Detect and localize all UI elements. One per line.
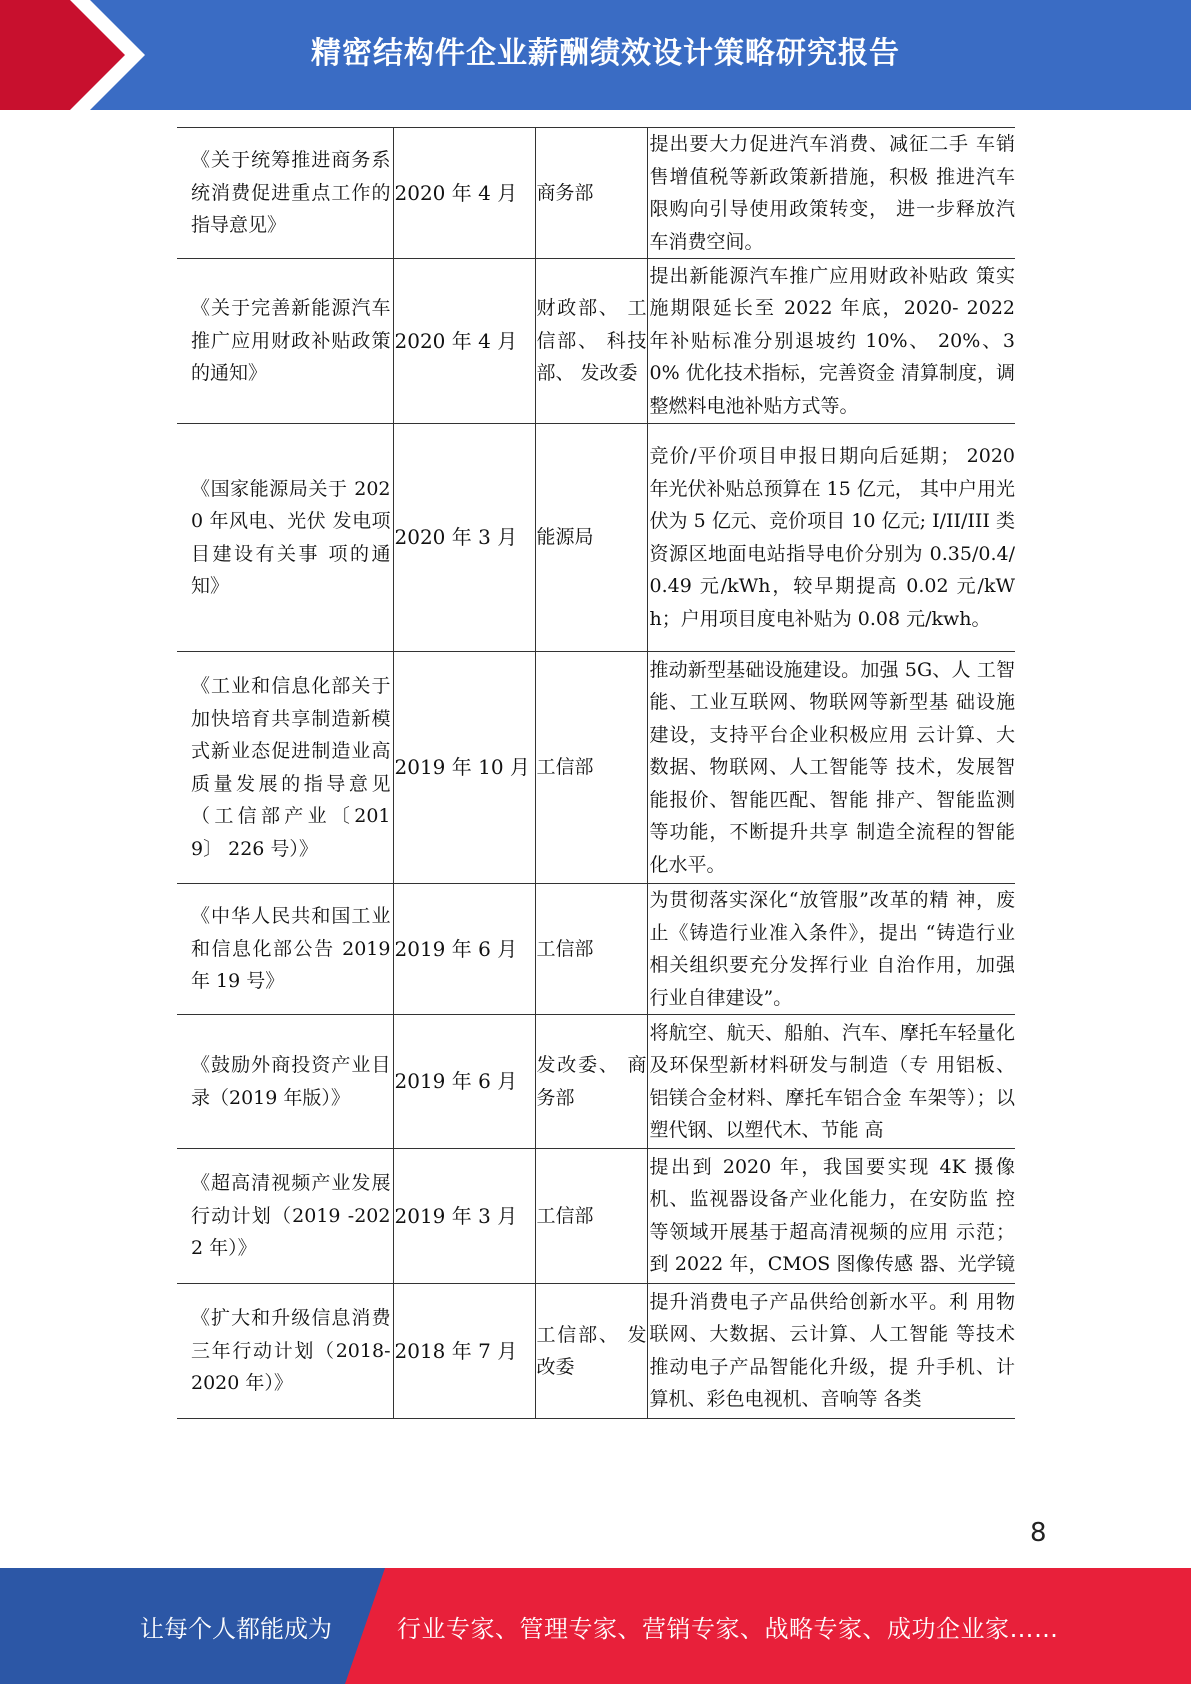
policy-description: 提出要大力促进汽车消费、减征二手 车销售增值税等新政策新措施，积极 推进汽车限购向引导使用政策转变， 进一步释放汽车消费空间。 [649, 133, 1015, 253]
policy-department: 工信部、 发改委 [536, 1323, 647, 1378]
policy-name: 《关于统筹推进商务系统消费促进重点工作的指导意见》 [191, 149, 391, 237]
policy-description: 推动新型基础设施建设。加强 5G、人 工智能、工业互联网、物联网等新型基 础设施建设，支持平台企业积极应用 云计算、大数据、物联网、人工智能等 技术，发展智能报价、智能匹配、智能 排产、智能监测等功能，不断提升共享 制造全流程的智能化水平。 [649, 658, 1015, 876]
policy-date: 2019 年 3 月 [394, 1203, 518, 1228]
page-number: 8 [1030, 1518, 1047, 1548]
policy-description: 为贯彻落实深化“放管服”改革的精 神，废止《铸造行业准入条件》，提出 “铸造行业相关组织要充分发挥行业 自治作用，加强行业自律建设”。 [649, 889, 1015, 1009]
policy-table [177, 127, 1015, 1419]
policy-description: 提升消费电子产品供给创新水平。利 用物联网、大数据、云计算、人工智能 等技术推动电子产品智能化升级，提 升手机、计算机、彩色电视机、音响等 各类 [649, 1290, 1015, 1410]
policy-date: 2019 年 10 月 [394, 755, 530, 780]
policy-date: 2019 年 6 月 [394, 936, 518, 961]
table-row [177, 884, 1015, 1015]
table-row [177, 259, 1015, 424]
policy-date: 2018 年 7 月 [394, 1338, 518, 1363]
policy-department: 工信部 [536, 1204, 594, 1227]
policy-name: 《鼓励外商投资产业目录（2019 年版）》 [191, 1054, 391, 1109]
policy-date: 2020 年 4 月 [394, 328, 518, 353]
table-row [177, 652, 1015, 884]
footer-slogan-left: 让每个人都能成为 [140, 1614, 332, 1643]
policy-description: 竞价/平价项目申报日期向后延期； 2020 年光伏补贴总预算在 15 亿元， 其中户用光伏为 5 亿元、竞价项目 10 亿元; I/II/III 类资源区地面电站指导电价分别为 0.35/0.4/0.49 元/kWh，较早期提高 0.02 元/kWh；户用项目度电补贴为 0.08 元/kwh。 [649, 445, 1015, 630]
policy-department: 能源局 [536, 526, 594, 549]
policy-description: 将航空、航天、船舶、汽车、摩托车轻量化及环保型新材料研发与制造（专 用铝板、铝镁合金材料、摩托车铝合金 车架等）；以塑代钢、以塑代木、节能 高 [649, 1021, 1015, 1141]
header-chevron-icon [0, 0, 150, 110]
policy-name: 《国家能源局关于 2020 年风电、光伏 发电项目建设有关事 项的通知》 [191, 477, 391, 597]
policy-department: 工信部 [536, 937, 594, 960]
table-row [177, 1015, 1015, 1149]
policy-name: 《扩大和升级信息消费三年行动计划（2018-2020 年）》 [191, 1307, 391, 1395]
policy-name: 《关于完善新能源汽车推广应用财政补贴政策的通知》 [191, 297, 391, 385]
page-header [0, 0, 1191, 110]
page-title: 精密结构件企业薪酬绩效设计策略研究报告 [311, 36, 900, 71]
table-row [177, 128, 1015, 259]
policy-date: 2020 年 4 月 [394, 180, 518, 205]
footer-slogan-right: 行业专家、管理专家、营销专家、战略专家、成功企业家…… [397, 1614, 1059, 1643]
policy-department: 发改委、 商务部 [536, 1054, 647, 1109]
table-row [177, 424, 1015, 652]
policy-date: 2019 年 6 月 [394, 1069, 518, 1094]
table-row [177, 1149, 1015, 1284]
policy-department: 商务部 [536, 181, 594, 204]
page-footer [0, 1568, 1191, 1684]
policy-department: 工信部 [536, 756, 594, 779]
policy-name: 《中华人民共和国工业和信息化部公告 2019 年 19 号》 [191, 905, 391, 993]
policy-department: 财政部、 工信部、 科技部、 发改委 [536, 297, 647, 385]
policy-date: 2020 年 3 月 [394, 525, 518, 550]
policy-description: 提出到 2020 年，我国要实现 4K 摄像 机、监视器设备产业化能力，在安防监 控等领域开展基于超高清视频的应用 示范；到 2022 年，CMOS 图像传感 器、光学镜 [649, 1155, 1015, 1275]
table-row [177, 1284, 1015, 1419]
policy-name: 《工业和信息化部关于加快培育共享制造新模式新业态促进制造业高质量发展的指导意见（工信部产业〔2019〕 226 号）》 [191, 675, 391, 860]
policy-name: 《超高清视频产业发展行动计划（2019 -2022 年）》 [191, 1172, 391, 1260]
policy-description: 提出新能源汽车推广应用财政补贴政 策实施期限延长至 2022 年底，2020- 2022 年补贴标准分别退坡约 10%、 20%、30% 优化技术指标，完善资金 清算制度，调整燃料电池补贴方式等。 [649, 264, 1015, 417]
